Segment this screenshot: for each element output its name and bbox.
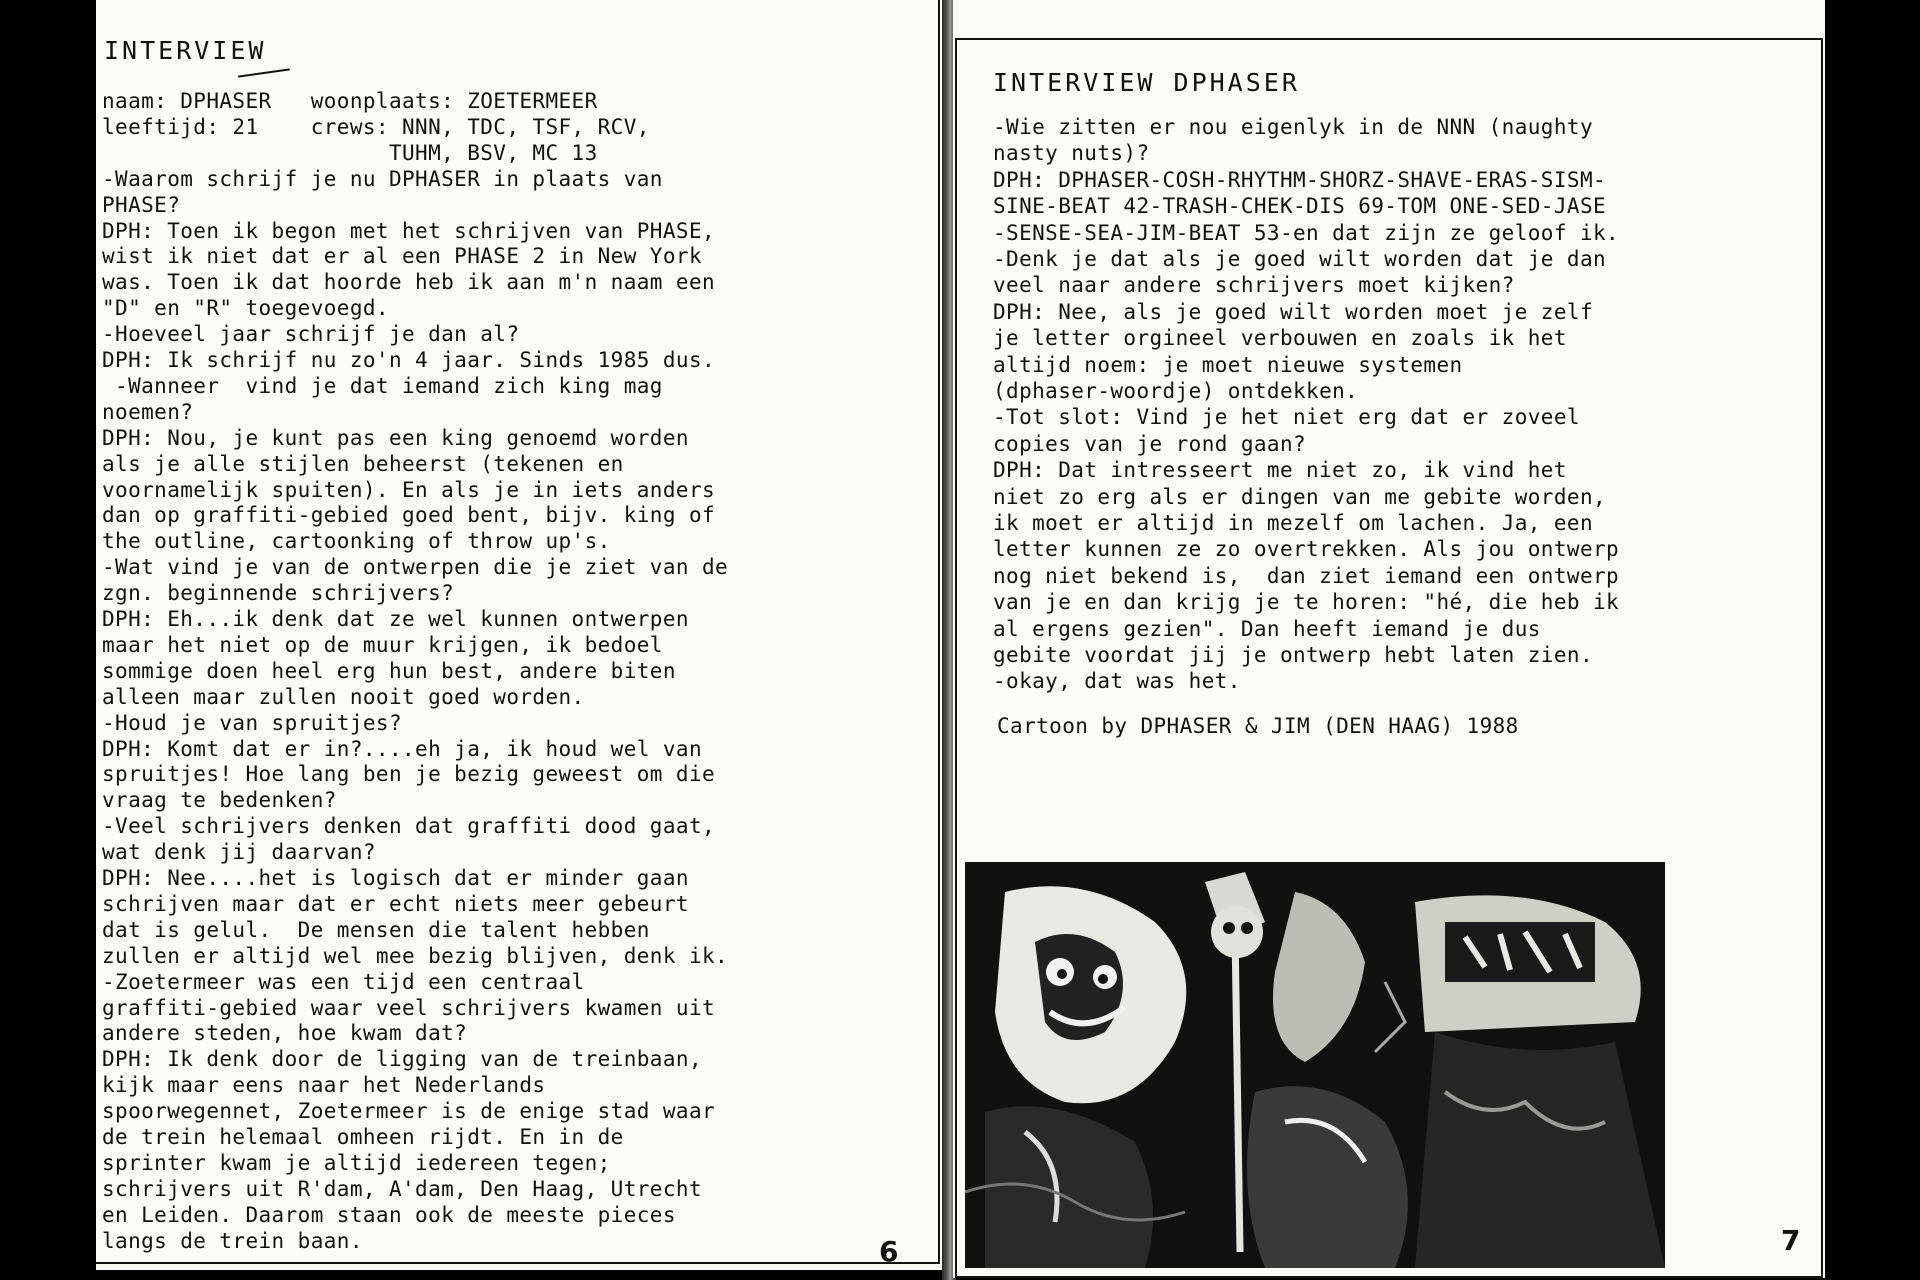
text-line: je letter orgineel verbouwen en zoals ik het xyxy=(993,326,1567,351)
text-line: -Houd je van spruitjes? xyxy=(102,710,402,735)
text-line: gebite voordat jij je ontwerp hebt laten zien. xyxy=(993,643,1593,667)
cartoon-image xyxy=(965,862,1665,1268)
text-line: maar het niet op de muur krijgen, ik bedoel xyxy=(102,632,663,657)
text-line: van je en dan krijg je te horen: "hé, die heb ik xyxy=(993,590,1620,615)
right-page-title: INTERVIEW DPHASER xyxy=(993,68,1300,97)
text-line: de trein helemaal omheen rijdt. En in de xyxy=(102,1125,624,1149)
text-line: dat is gelul. De mensen die talent hebben xyxy=(102,917,650,942)
text-line: zullen er altijd wel mee bezig blijven, denk ik. xyxy=(102,943,729,968)
text-line: graffiti-gebied waar veel schrijvers kwamen uit xyxy=(102,995,716,1020)
text-line: leeftijd: 21 crews: NNN, TDC, TSF, RCV, xyxy=(102,114,650,139)
text-line: -Wanneer vind je dat iemand zich king mag xyxy=(102,373,663,398)
text-line: DPH: Toen ik begon met het schrijven van PHASE, xyxy=(102,218,716,243)
text-line: sommige doen heel erg hun best, andere biten xyxy=(102,658,676,683)
text-line: noemen? xyxy=(102,399,194,424)
text-line: -SENSE-SEA-JIM-BEAT 53-en dat zijn ze geloof ik. xyxy=(993,220,1620,245)
text-line: voornamelijk spuiten). En als je in iets anders xyxy=(102,477,716,502)
text-line: letter kunnen ze zo overtrekken. Als jou ontwerp xyxy=(993,537,1620,562)
text-line: schrijvers uit R'dam, A'dam, Den Haag, Utrecht xyxy=(102,1176,702,1201)
text-line: altijd noem: je moet nieuwe systemen xyxy=(993,352,1463,377)
text-line: DPH: Nee, als je goed wilt worden moet je zelf xyxy=(993,299,1593,324)
text-line: langs de trein baan. xyxy=(102,1228,363,1253)
text-line: -Zoetermeer was een tijd een centraal xyxy=(102,969,585,994)
text-line: -Denk je dat als je goed wilt worden dat je dan xyxy=(993,247,1607,271)
text-line: vraag te bedenken? xyxy=(102,788,337,813)
text-line: DPH: Komt dat er in?....eh ja, ik houd wel van xyxy=(102,736,702,761)
text-line: SINE-BEAT 42-TRASH-CHEK-DIS 69-TOM ONE-SED-JASE xyxy=(993,194,1607,219)
text-line: naam: DPHASER woonplaats: ZOETERMEER xyxy=(102,89,598,113)
text-line: TUHM, BSV, MC 13 xyxy=(102,140,598,165)
text-line: schrijven maar dat er echt niets meer gebeurt xyxy=(102,891,689,916)
text-line: -Veel schrijvers denken dat graffiti dood gaat, xyxy=(102,814,716,839)
text-line: -Tot slot: Vind je het niet erg dat er zoveel xyxy=(993,405,1580,430)
text-line: -Waarom schrijf je nu DPHASER in plaats van xyxy=(102,166,663,191)
text-line: -okay, dat was het. xyxy=(993,669,1241,694)
text-line: alleen maar zullen nooit goed worden. xyxy=(102,684,585,709)
text-line: andere steden, hoe kwam dat? xyxy=(102,1021,468,1046)
text-line: kijk maar eens naar het Nederlands xyxy=(102,1073,546,1098)
text-line: nasty nuts)? xyxy=(993,141,1150,166)
text-line: ik moet er altijd in mezelf om lachen. Ja, een xyxy=(993,511,1593,535)
text-line: DPH: Dat intresseert me niet zo, ik vind het xyxy=(993,458,1567,483)
text-line: als je alle stijlen beheerst (tekenen en xyxy=(102,451,624,476)
text-line: the outline, cartoonking of throw up's. xyxy=(102,529,611,554)
text-line: "D" en "R" toegevoegd. xyxy=(102,296,389,321)
text-line: DPH: Ik denk door de ligging van de treinbaan, xyxy=(102,1047,702,1072)
text-line: veel naar andere schrijvers moet kijken? xyxy=(993,273,1515,298)
text-line: (dphaser-woordje) ontdekken. xyxy=(993,379,1359,403)
text-line: al ergens gezien". Dan heeft iemand je dus xyxy=(993,616,1541,641)
page-number-left: 6 xyxy=(879,1235,899,1268)
text-line: -Hoeveel jaar schrijf je dan al? xyxy=(102,322,520,347)
text-line: -Wat vind je van de ontwerpen die je ziet van de xyxy=(102,555,729,580)
text-line: DPH: DPHASER-COSH-RHYTHM-SHORZ-SHAVE-ERAS-SISM- xyxy=(993,167,1607,192)
text-line: en Leiden. Daarom staan ook de meeste pieces xyxy=(102,1202,676,1227)
title-flourish xyxy=(238,68,290,77)
cartoon-graffiti-picture xyxy=(965,862,1665,1268)
text-line: wat denk jij daarvan? xyxy=(102,840,376,865)
left-page-title: INTERVIEW xyxy=(104,36,267,65)
text-line: spoorwegennet, Zoetermeer is de enige stad waar xyxy=(102,1099,716,1124)
text-line: was. Toen ik dat hoorde heb ik aan m'n naam een xyxy=(102,270,716,295)
text-line: spruitjes! Hoe lang ben je bezig geweest om die xyxy=(102,762,716,787)
text-line: DPH: Ik schrijf nu zo'n 4 jaar. Sinds 1985 dus. xyxy=(102,348,716,372)
text-line: zgn. beginnende schrijvers? xyxy=(102,581,455,606)
text-line: DPH: Nee....het is logisch dat er minder gaan xyxy=(102,866,689,890)
text-line: nog niet bekend is, dan ziet iemand een ontwerp xyxy=(993,563,1620,588)
text-line: niet zo erg als er dingen van me gebite worden, xyxy=(993,484,1607,509)
right-page xyxy=(953,0,1825,1278)
left-page xyxy=(96,0,945,1270)
text-line: DPH: Nou, je kunt pas een king genoemd worden xyxy=(102,425,689,450)
page-number-right: 7 xyxy=(1781,1224,1801,1257)
text-line: DPH: Eh...ik denk dat ze wel kunnen ontwerpen xyxy=(102,607,689,631)
text-line: PHASE? xyxy=(102,192,181,217)
text-line: sprinter kwam je altijd iedereen tegen; xyxy=(102,1150,611,1175)
text-line: copies van je rond gaan? xyxy=(993,431,1307,456)
cartoon-caption: Cartoon by DPHASER & JIM (DEN HAAG) 1988 xyxy=(997,714,1519,738)
text-line: dan op graffiti-gebied goed bent, bijv. king of xyxy=(102,503,716,528)
text-line: -Wie zitten er nou eigenlyk in de NNN (naughty xyxy=(993,115,1593,139)
text-line: wist ik niet dat er al een PHASE 2 in New York xyxy=(102,244,702,269)
